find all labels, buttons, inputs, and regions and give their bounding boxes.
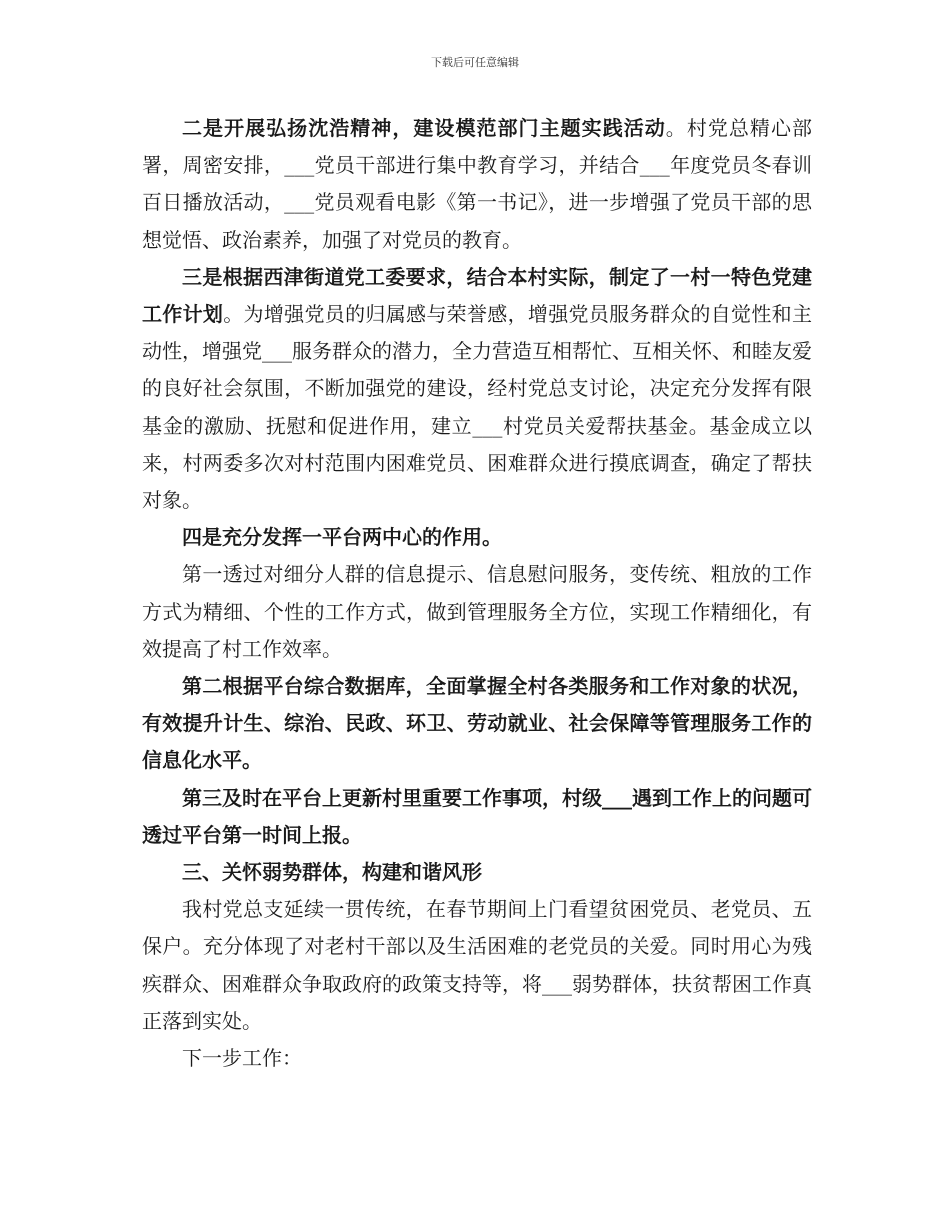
paragraph-3-heading: 四是充分发挥一平台两中心的作用。: [182, 525, 502, 550]
paragraph-3: [142, 519, 812, 556]
paragraph-5: [142, 668, 812, 780]
paragraph-2: [142, 259, 812, 519]
paragraph-4: [142, 556, 812, 668]
paragraph-9-text: 下一步工作：: [182, 1046, 302, 1071]
document-body: [142, 110, 812, 1077]
paragraph-5-heading: 第二根据平台综合数据库，全面掌握全村各类服务和工作对象的状况，有效提升计生、综治、民政、环卫、劳动就业、社会保障等管理服务工作的信息化水平。: [142, 674, 812, 773]
paragraph-6: [142, 780, 812, 854]
page-header: 下载后可任意编辑: [431, 56, 519, 69]
paragraph-8-text: 我村党总支延续一贯传统，在春节期间上门看望贫困党员、老党员、五保户。充分体现了对老村干部以及生活困难的老党员的关爱。同时用心为残疾群众、困难群众争取政府的政策支持等，将___弱势群体，扶贫帮困工作真正落到实处。: [142, 897, 812, 1033]
paragraph-2-text: 。为增强党员的归属感与荣誉感，增强党员服务群众的自觉性和主动性，增强党___服务群众的潜力，全力营造互相帮忙、互相关怀、和睦友爱的良好社会氛围，不断加强党的建设，经村党总支讨论，决定充分发挥有限基金的激励、抚慰和促进作用，建立___村党员关爱帮扶基金。基金成立以来，村两委多次对村范围内困难党员、困难群众进行摸底调查，确定了帮扶对象。: [142, 302, 812, 513]
paragraph-1: [142, 110, 812, 259]
paragraph-1-heading: 二是开展弘扬沈浩精神，建设模范部门主题实践活动: [182, 116, 666, 140]
paragraph-6-heading: 第三及时在平台上更新村里重要工作事项，村级___遇到工作上的问题可透过平台第一时间上报。: [142, 785, 812, 847]
paragraph-7: [142, 854, 812, 891]
paragraph-1-text: 。村党总精心部署，周密安排，___党员干部进行集中教育学习，并结合___年度党员冬春训百日播放活动，___党员观看电影《第一书记》，进一步增强了党员干部的思想觉悟、政治素养，加强了对党员的教育。: [142, 116, 813, 252]
paragraph-2-heading: 三是根据西津街道党工委要求，结合本村实际，制定了一村一特色党建工作计划: [142, 264, 812, 327]
section-heading: 三、关怀弱势群体，构建和谐风形: [182, 860, 482, 885]
paragraph-8: [142, 891, 812, 1040]
paragraph-4-text: 第一透过对细分人群的信息提示、信息慰问服务，变传统、粗放的工作方式为精细、个性的工作方式，做到管理服务全方位，实现工作精细化，有效提高了村工作效率。: [142, 562, 812, 661]
paragraph-9: [142, 1040, 812, 1077]
